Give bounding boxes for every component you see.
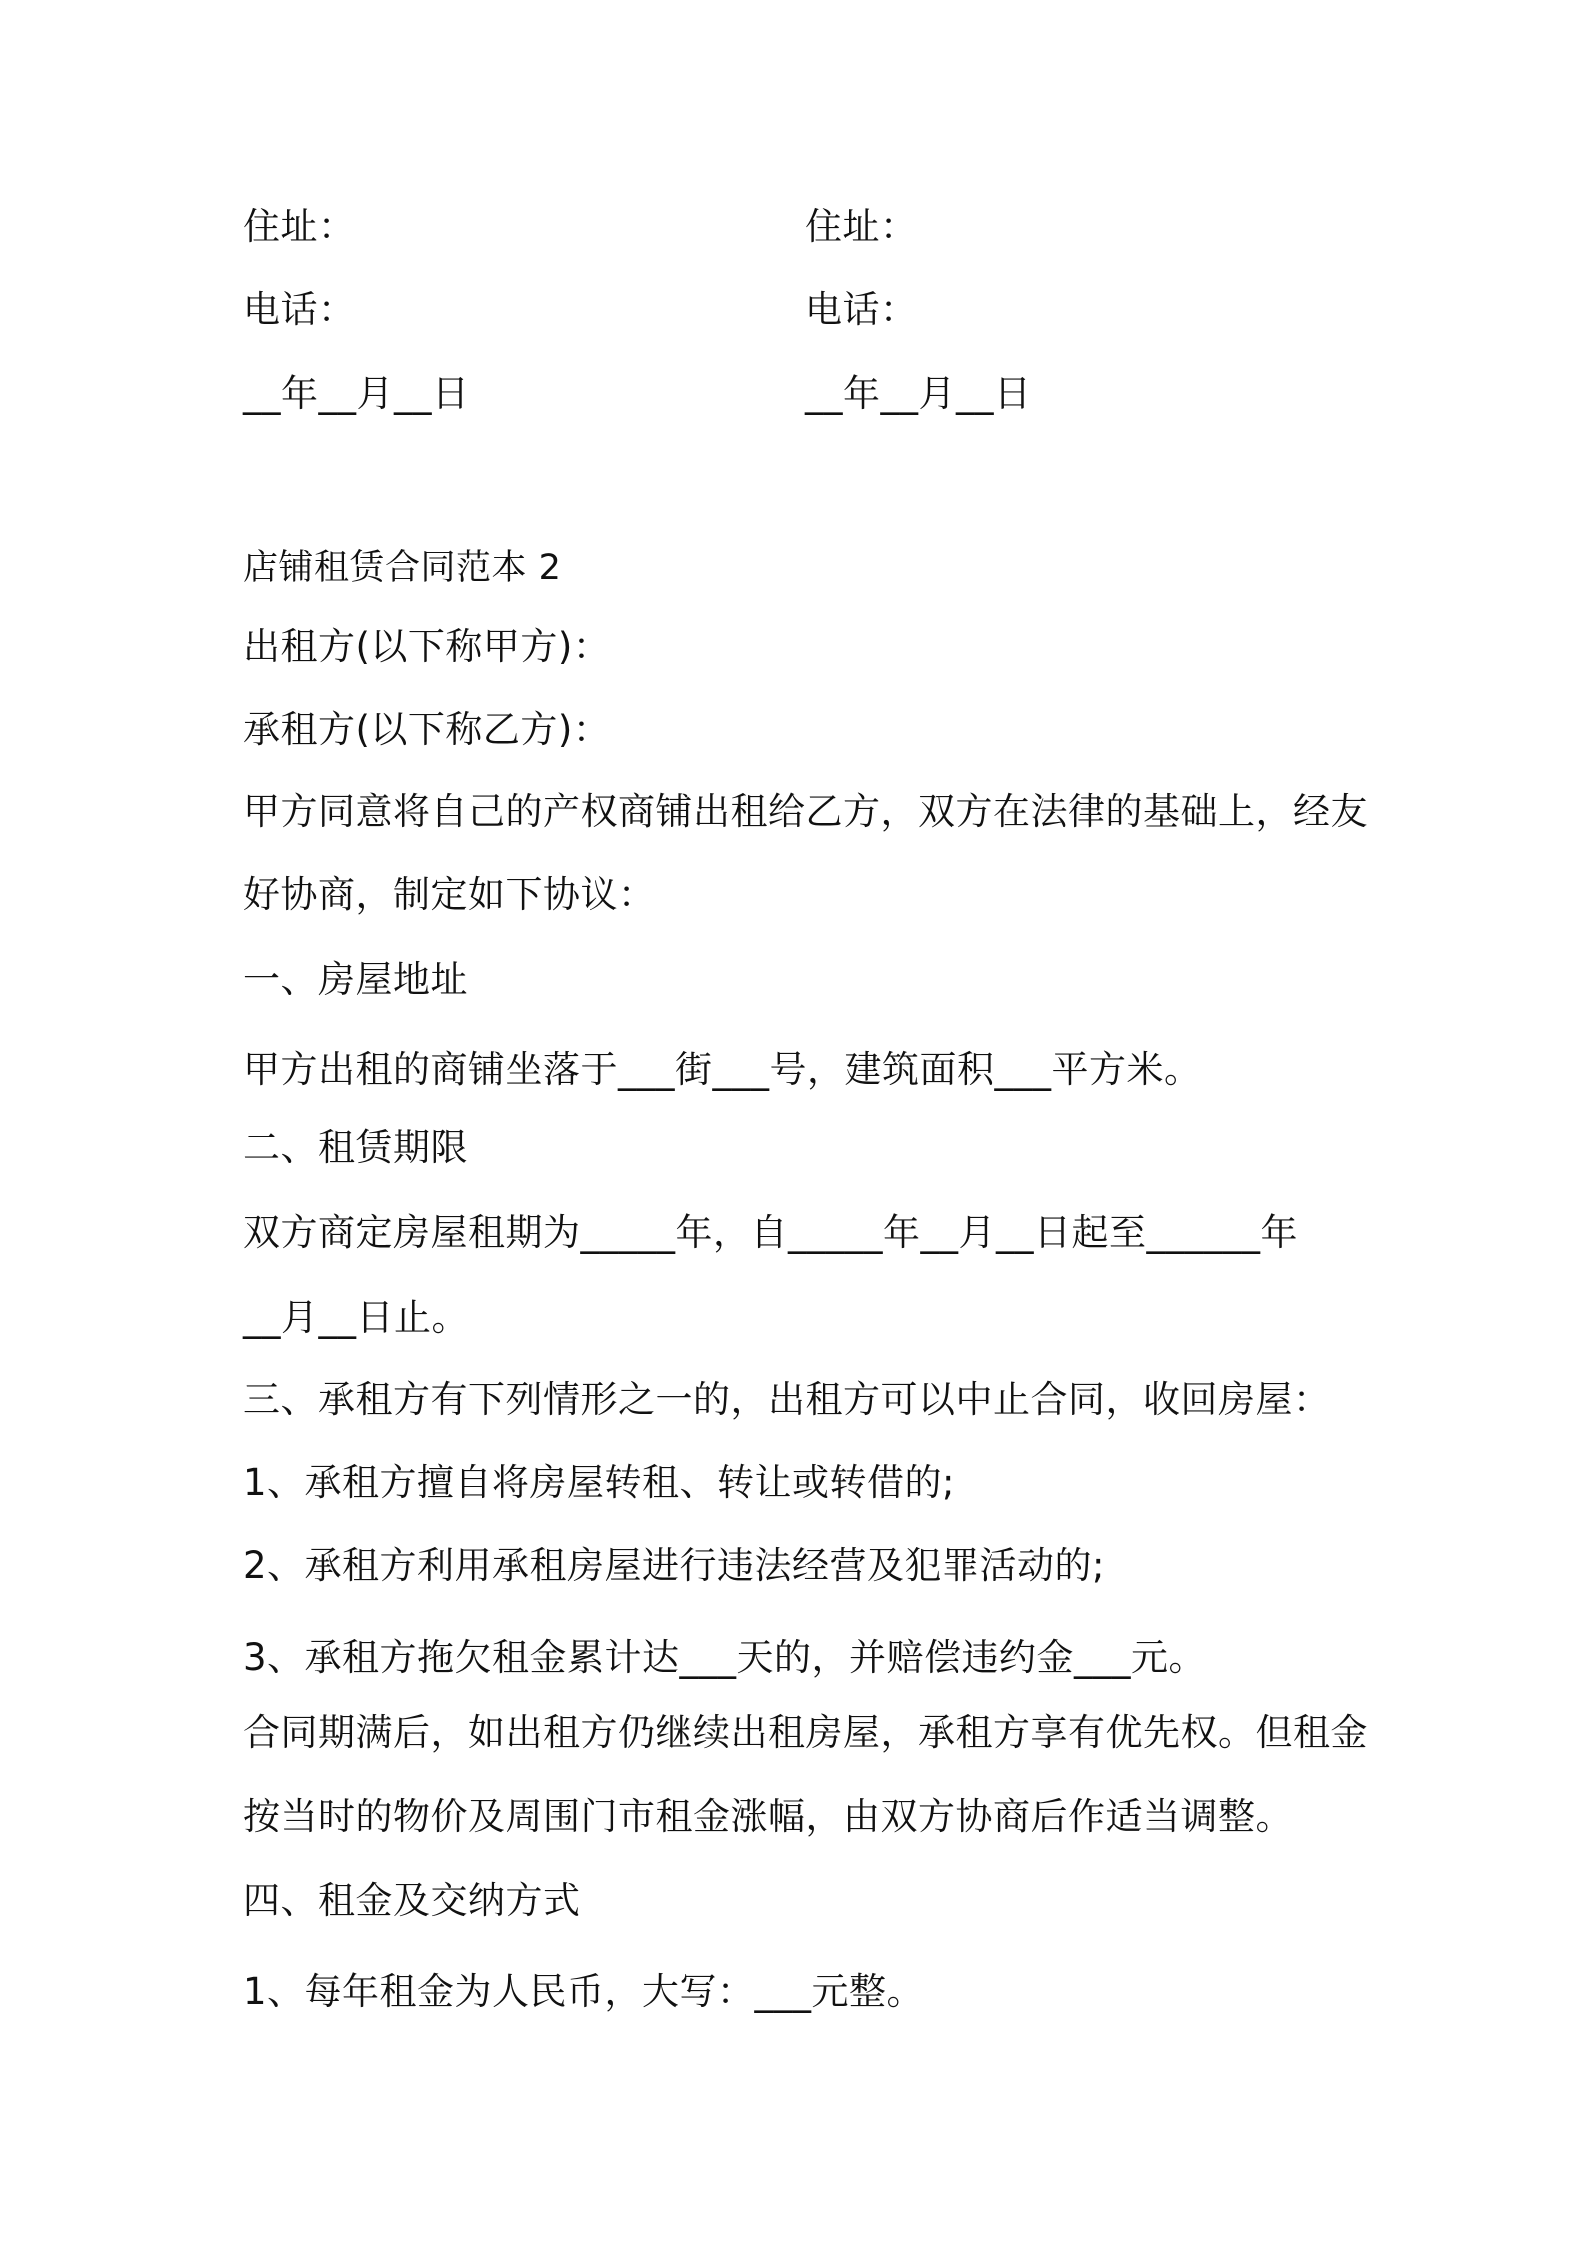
section3-heading: 三、承租方有下列情形之一的，出租方可以中止合同，收回房屋：: [243, 1378, 1331, 1421]
party-b-phone-label: 电话：: [805, 288, 918, 331]
section3-item-2: 2、承租方利用承租房屋进行违法经营及犯罪活动的;: [243, 1544, 1106, 1587]
section1-body: 甲方出租的商铺坐落于___街___号，建筑面积___平方米。: [243, 1048, 1202, 1091]
section1-heading: 一、房屋地址: [243, 958, 468, 1001]
party-a-phone-label: 电话：: [243, 288, 356, 331]
section2-body-line-1: 双方商定房屋租期为_____年，自_____年__月__日起至______年: [243, 1211, 1298, 1254]
lessee-line: 承租方(以下称乙方)：: [243, 708, 611, 751]
renewal-line-1: 合同期满后，如出租方仍继续出租房屋，承租方享有优先权。但租金: [243, 1711, 1368, 1754]
party-a-address-label: 住址：: [243, 205, 356, 248]
section3-item-1: 1、承租方擅自将房屋转租、转让或转借的;: [243, 1461, 956, 1504]
lessor-line: 出租方(以下称甲方)：: [243, 625, 611, 668]
section4-heading: 四、租金及交纳方式: [243, 1879, 581, 1922]
section2-body-line-2: __月__日止。: [243, 1296, 469, 1339]
section4-item-1: 1、每年租金为人民币，大写：___元整。: [243, 1970, 925, 2013]
party-b-address-label: 住址：: [805, 205, 918, 248]
intro-line-1: 甲方同意将自己的产权商铺出租给乙方，双方在法律的基础上，经友: [243, 790, 1368, 833]
party-a-date-line: __年__月__日: [243, 372, 470, 415]
contract-title: 店铺租赁合同范本 2: [243, 548, 562, 588]
section3-item-3: 3、承租方拖欠租金累计达___天的，并赔偿违约金___元。: [243, 1636, 1207, 1679]
section2-heading: 二、租赁期限: [243, 1126, 468, 1169]
party-b-date-line: __年__月__日: [805, 372, 1032, 415]
renewal-line-2: 按当时的物价及周围门市租金涨幅，由双方协商后作适当调整。: [243, 1795, 1293, 1838]
intro-line-2: 好协商，制定如下协议：: [243, 873, 656, 916]
